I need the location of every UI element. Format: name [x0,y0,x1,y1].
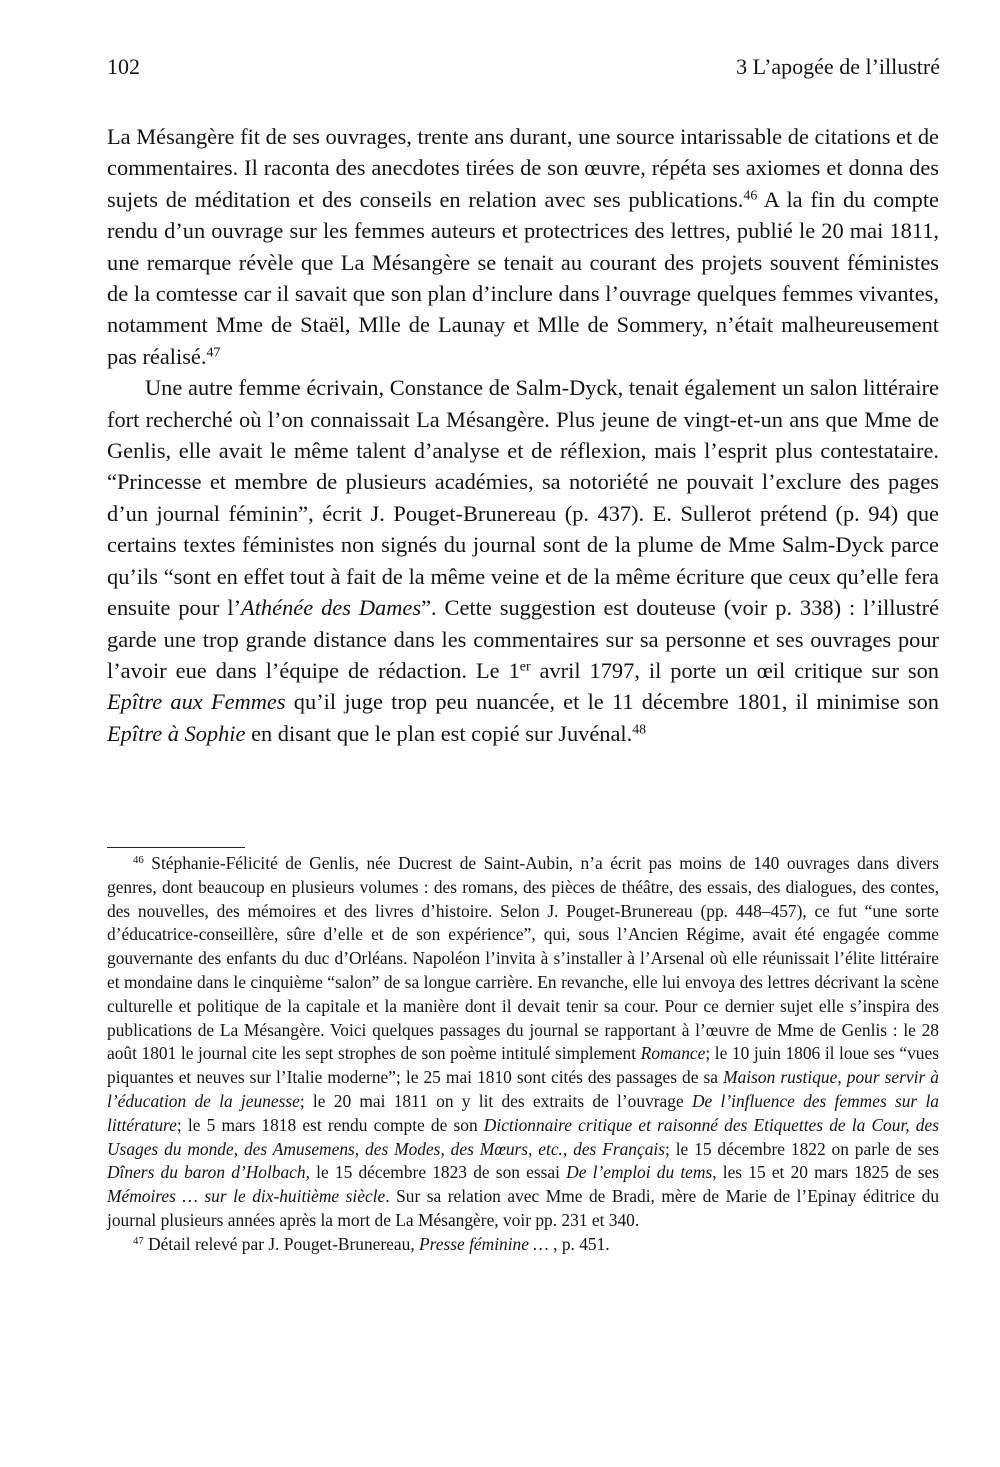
text-run: Stéphanie-Félicité de Genlis, née Ducrest de Saint-Aubin, n’a écrit pas moins de 140 ouvrages dans divers genres, dont beaucoup en plusieurs volumes : des romans, des pièces de théâtre, des essais, des dialogues, des contes, des nouvelles, des mémoires et des livres d’histoire. Selon J. Pouget-Brunereau (pp. 448–457), ce fut “une sorte d’éducatrice-conseillère, sûre d’elle et de son expérience”, qui, sous l’Ancien Régime, avait été engagée comme gouvernante des enfants du duc d’Orléans. Napoléon l’invita à s’installer à l’Arsenal où elle réunissait l’élite littéraire et mondaine dans le cinquième “salon” de sa longue carrière. En revanche, elle lui envoya des lettres décrivant la scène culturelle et politique de la capitale et la manière dont il devait tenir sa cour. Pour ce dernier sujet elle s’inspira des publications de La Mésangère. Voici quelques passages du journal se rapportant à l’œuvre de Mme de Genlis : le 28 août 1801 le journal cite les sept strophes de son poème intitulé simplement [107,853,939,1064]
text-run: ; le 5 mars 1818 est rendu compte de son [176,1114,484,1135]
footnote-ref-48[interactable]: 48 [632,722,647,738]
footnote-ref-47[interactable]: 47 [206,345,221,361]
text-run: A la fin du compte rendu d’un ouvrage sur les femmes auteurs et protectrices des lettres, publié le 20 mai 1811, une remarque révèle que La Mésangère se tenait au courant des projets souvent féministes de la comtesse car il savait que son plan d’inclure dans l’ouvrage quelques femmes vivantes, notamment Mme de Staël, Mlle de Launay et Mlle de Sommery, n’était malheureusement pas réalisé. [107,186,939,369]
footnote-rule [107,847,245,848]
text-run: Détail relevé par J. Pouget-Brunereau, [143,1233,420,1254]
paragraph-1 [107,121,939,372]
italic-title: Athénée des Dames [241,595,422,621]
text-run: en disant que le plan est copié sur Juvénal. [245,720,633,746]
footnote-46 [107,852,939,1233]
italic-title: Presse féminine … [419,1233,549,1254]
italic-title: Dîners du baron d’Holbach [107,1162,306,1183]
page-number: 102 [107,54,140,79]
text-run: , p. 451. [548,1233,610,1254]
text-run: , les 15 et 20 mars 1825 de ses [712,1162,939,1183]
text-run: ; le 15 décembre 1822 on parle de ses [665,1138,939,1159]
text-run: avril 1797, il porte un œil critique sur son [530,657,939,683]
text-run: La Mésangère fit de ses ouvrages, trente ans durant, une source intarissable de citations et de commentaires. Il raconta des anecdotes tirées de son œuvre, répéta ses axiomes et donna des sujets de méditation et des conseils en relation avec ses publications. [107,124,939,212]
italic-title: De l’emploi du tems [566,1162,713,1183]
text-run: . Sur sa relation avec Mme de Bradi, mère de Marie de l’Epinay éditrice du journal plusieurs années après la mort de La Mésangère, voir pp. 231 et 340. [107,1186,940,1230]
text-run: qu’il juge trop peu nuancée, et le 11 décembre 1801, il minimise son [285,689,940,715]
paragraph-2 [107,372,939,749]
text-run: ”. Cette suggestion est douteuse (voir p. 338) : l’illustré garde une trop grande distance dans les commentaires sur sa personne et ses ouvrages pour l’avoir eue dans l’équipe de rédaction. Le 1 [107,595,940,683]
footnote-number: 47 [133,1234,144,1247]
footnote-ref-46[interactable]: 46 [743,188,758,204]
footnote-number: 46 [133,854,144,867]
text-run: Une autre femme écrivain, Constance de Salm-Dyck, tenait également un salon littéraire fort recherché où l’on connaissait La Mésangère. Plus jeune de vingt-et-un ans que Mme de Genlis, elle avait le même talent d’analyse et de réflexion, mais l’esprit plus contestataire. “Princesse et membre de plusieurs académies, sa notoriété ne pouvait l’exclure des pages d’un journal féminin”, écrit J. Pouget-Brunereau (p. 437). E. Sullerot prétend (p. 94) que certains textes féministes non signés du journal sont de la plume de Mme Salm-Dyck parce qu’ils “sont en effet tout à fait de la même veine et de la même écriture que ceux qu’elle fera ensuite pour l’ [107,375,939,621]
italic-title: Dictionnaire critique et raisonné des Etiquettes de la Cour, des Usages du monde, des Amusemens, des Modes, des Mœurs, etc., des Français [107,1114,939,1159]
footnote-47 [107,1233,939,1257]
text-run: ; le 10 juin 1806 il loue ses “vues piquantes et neuves sur l’Italie moderne”; le 25 mai 1810 sont cités des passages de sa [107,1043,939,1088]
main-text [107,121,939,749]
footnotes [107,852,939,1257]
superscript: er [519,659,531,675]
italic-title: Epître aux Femmes [107,689,286,715]
italic-title: Romance [640,1043,706,1064]
italic-title: Maison rustique, pour servir à l’éducation de la jeunesse [107,1067,939,1111]
italic-title: Mémoires … sur le dix-huitième siècle [107,1186,386,1207]
text-run: , le 15 décembre 1823 de son essai [305,1162,567,1183]
text-run: ; le 20 mai 1811 on y lit des extraits de l’ouvrage [299,1090,692,1111]
italic-title: De l’influence des femmes sur la littérature [107,1090,939,1135]
italic-title: Epître à Sophie [107,720,246,746]
running-header [107,54,940,84]
running-title: 3 L’apogée de l’illustré [736,54,940,79]
